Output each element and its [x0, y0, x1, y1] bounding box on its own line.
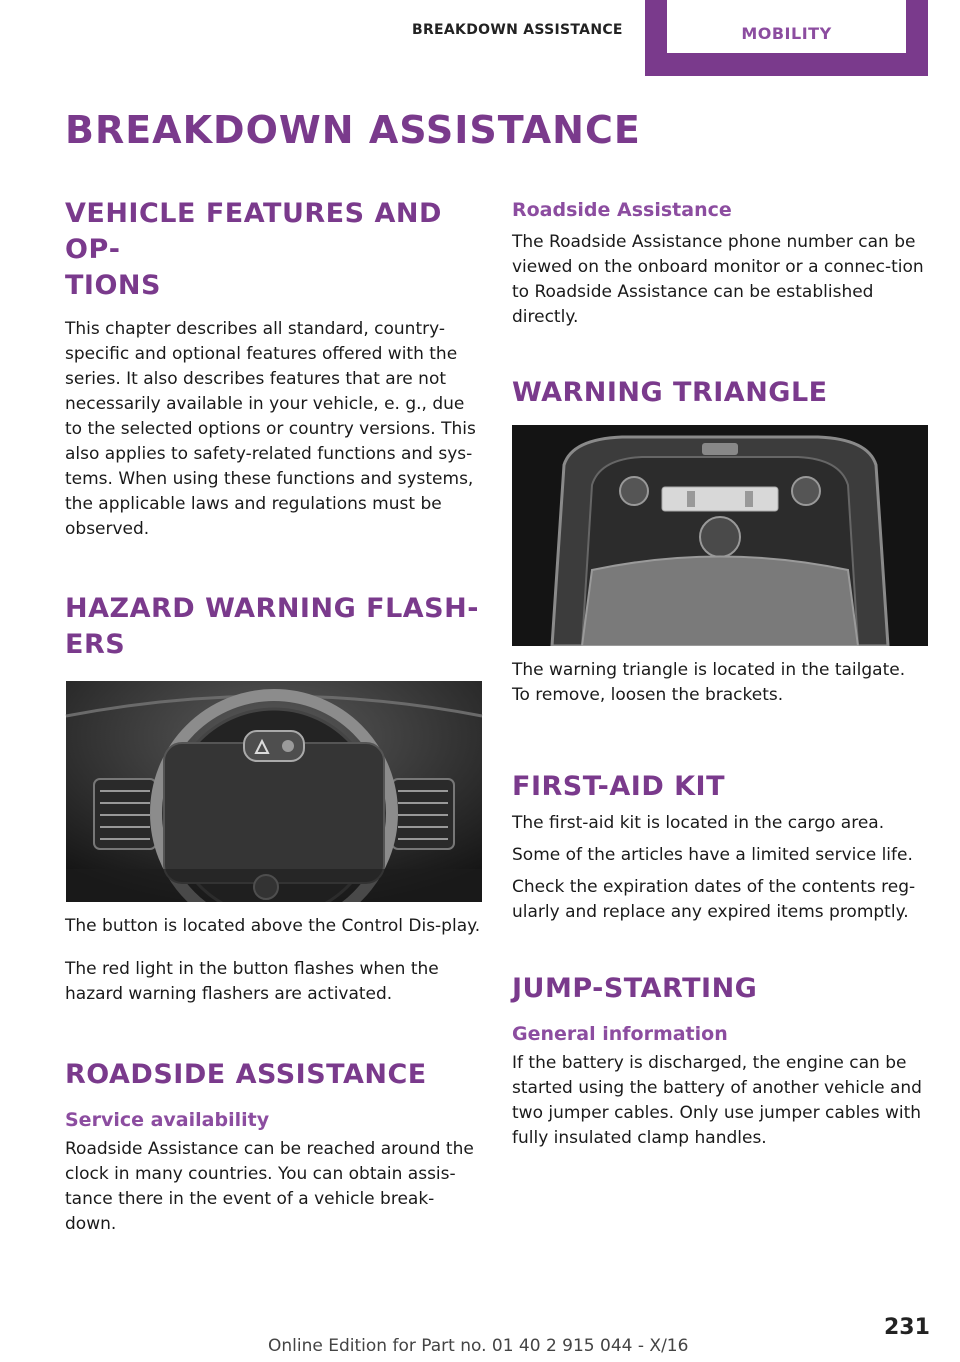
- heading-vehicle-features: VEHICLE FEATURES AND OP‐ TIONS: [65, 198, 442, 301]
- first-aid-expiration-text: Check the expiration dates of the contents reg‐ularly and replace any expired items promptly.: [512, 877, 916, 922]
- hazard-button-figure: [65, 681, 483, 902]
- right-column: [512, 196, 928, 1151]
- first-aid-service-life-text: Some of the articles have a limited service life.: [512, 845, 913, 865]
- footer-edition: Online Edition for Part no. 01 40 2 915 044 - X/16: [268, 1336, 689, 1356]
- heading-roadside-assistance: ROADSIDE ASSISTANCE: [65, 1059, 427, 1090]
- heading-hazard-warning: HAZARD WARNING FLASH‐ ERS: [65, 593, 479, 660]
- running-header-tab-label: MOBILITY: [741, 24, 832, 43]
- service-availability-text: Roadside Assistance can be reached around the clock in many countries. You can obtain assis‐tance there in the event of a vehicle break‐down.: [65, 1139, 474, 1234]
- vehicle-features-text: This chapter describes all standard, country-specific and optional features offered with the series. It also describes features that are not necessarily available in your vehicle, e. g., due to the selected options or country versions. This also applies to safety-related functions and sys‐tems. When using these functions and systems, the applicable laws and regulations must be observed.: [65, 319, 476, 539]
- warning-triangle-figure: [512, 425, 928, 646]
- left-column: [65, 196, 483, 1237]
- hazard-button-icon: [244, 731, 304, 761]
- triangle-bracket-icon: [662, 487, 778, 511]
- hazard-location-text: The button is located above the Control Dis‐play.: [65, 916, 481, 936]
- warning-triangle-text: The warning triangle is located in the tailgate. To remove, loosen the brackets.: [512, 660, 906, 705]
- page-number: 231: [884, 1315, 930, 1340]
- roadside-assistance-text: The Roadside Assistance phone number can be viewed on the onboard monitor or a connec‐tion to Roadside Assistance can be established directly.: [512, 232, 924, 327]
- heading-first-aid-kit: FIRST-AID KIT: [512, 771, 726, 802]
- hazard-light-text: The red light in the button flashes when the hazard warning flashers are activated.: [65, 959, 439, 1004]
- running-header-section: BREAKDOWN ASSISTANCE: [412, 22, 623, 38]
- heading-jump-starting: JUMP-STARTING: [512, 973, 758, 1004]
- first-aid-location-text: The first-aid kit is located in the cargo area.: [512, 813, 885, 833]
- subheading-general-information: General information: [512, 1023, 728, 1045]
- jump-starting-text: If the battery is discharged, the engine can be started using the battery of another vehicle and two jumper cables. Only use jumper cables with fully insulated clamp handles.: [512, 1053, 922, 1148]
- subheading-service-availability: Service availability: [65, 1109, 270, 1131]
- running-header-tab: [645, 0, 928, 76]
- heading-warning-triangle: WARNING TRIANGLE: [512, 377, 828, 408]
- page-title: BREAKDOWN ASSISTANCE: [65, 108, 641, 152]
- left-vent-icon: [94, 779, 156, 849]
- right-vent-icon: [392, 779, 454, 849]
- subheading-roadside-assistance: Roadside Assistance: [512, 199, 732, 221]
